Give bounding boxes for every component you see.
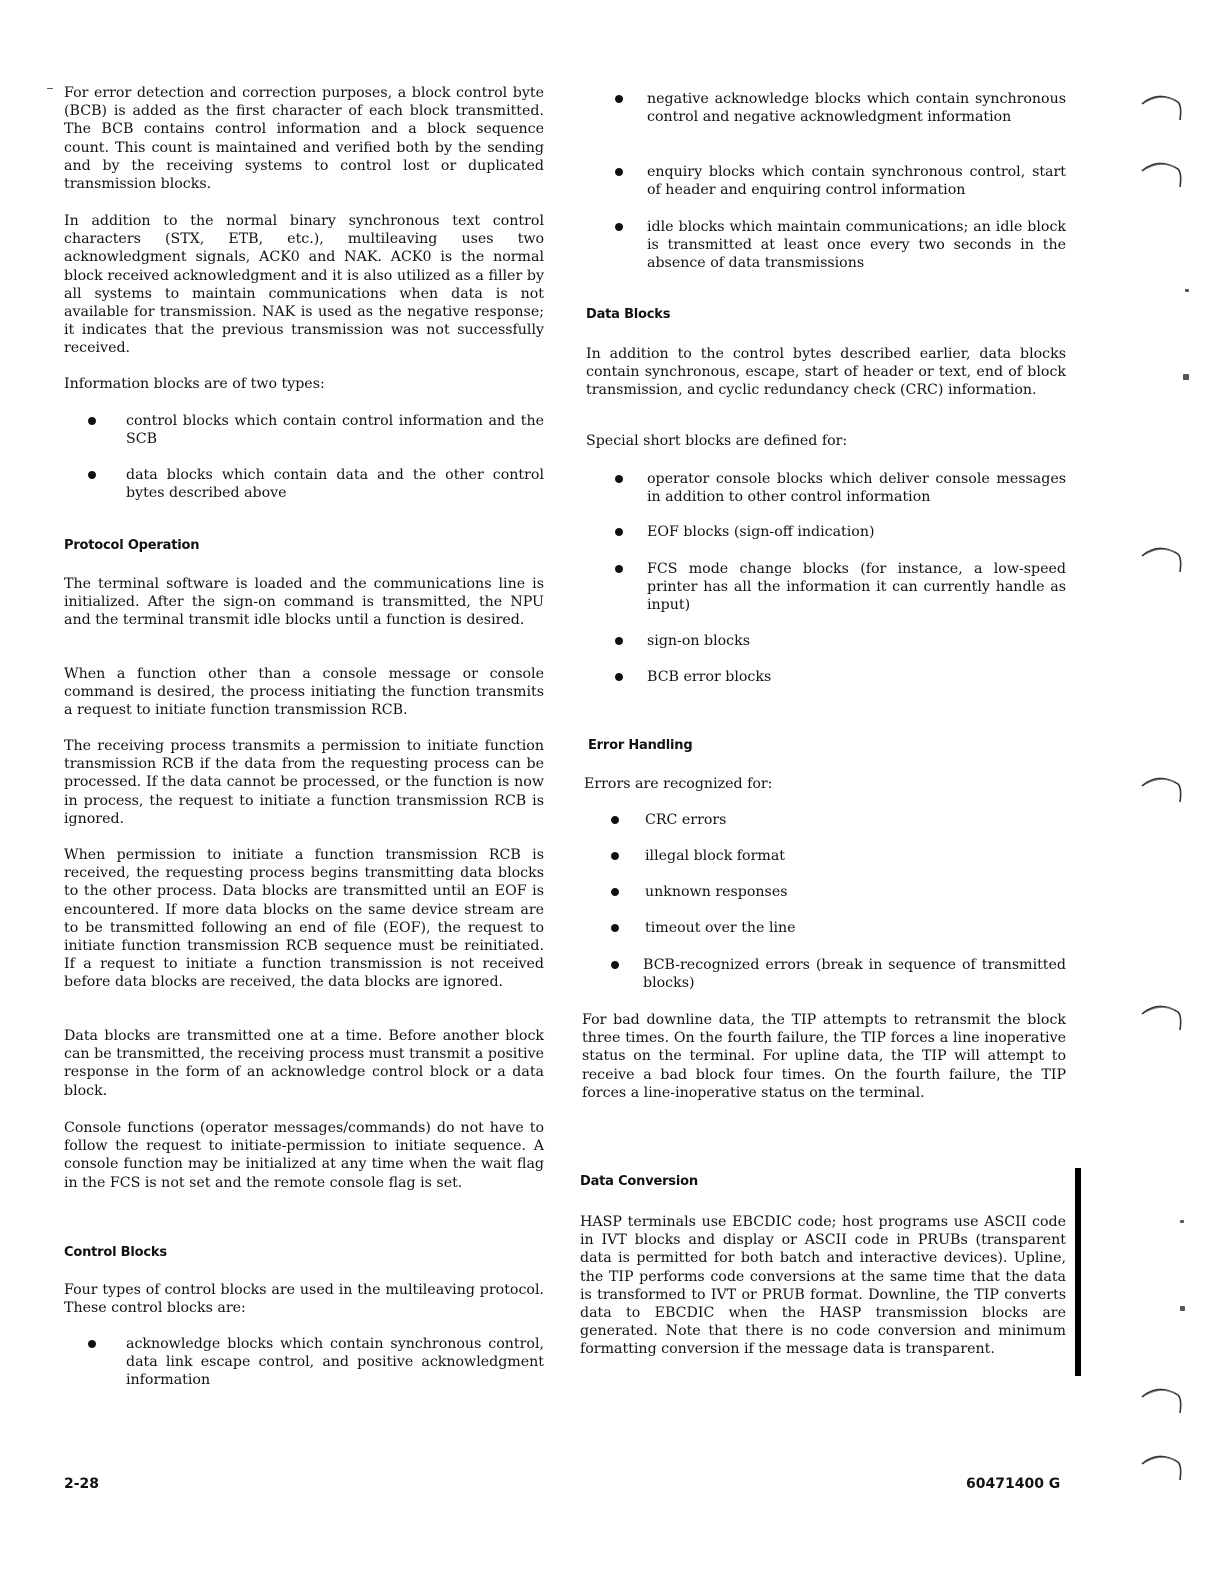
binder-hole-icon: [1138, 90, 1186, 124]
scan-speck: [1180, 1306, 1185, 1311]
scan-speck: [47, 88, 53, 89]
bullet-icon: [88, 1340, 96, 1348]
bullet-icon: [611, 924, 619, 932]
paragraph-protocol-4: When permission to initiate a function transmission RCB is received, the requesting process begins transmitting data blocks to the other process. Data blocks are transmitted until an EOF is encountered. If more data blocks on the same device stream are to be transmitted following an end of file (EOF), the request to initiate function transmission RCB sequence must be reinitiated. If a request to initiate a function transmission is not received before data blocks are received, the data blocks are ignored.: [64, 847, 544, 991]
paragraph-protocol-2: When a function other than a console message or console command is desired, the process initiating the function transmits a request to initiate function transmission RCB.: [64, 666, 544, 719]
paragraph-data-blocks: In addition to the control bytes described earlier, data blocks contain synchronous, escape, start of header or text, end of block transmission, and cyclic redundancy check (CRC) information.: [586, 346, 1066, 399]
heading-data-blocks: Data Blocks: [586, 307, 671, 322]
list-item: enquiry blocks which contain synchronous control, start of header and enquiring control information: [582, 163, 1066, 203]
bullet-icon: [615, 565, 623, 573]
heading-protocol-operation: Protocol Operation: [64, 538, 200, 553]
list-item: EOF blocks (sign-off indication): [582, 523, 1066, 563]
heading-error-handling: Error Handling: [588, 738, 693, 753]
paragraph-protocol-3: The receiving process transmits a permission to initiate function transmission RCB if the data from the requesting process can be processed. If the data cannot be processed, or the function is now in process, the request to initiate a function transmission RCB is ignored.: [64, 738, 544, 827]
binder-hole-icon: [1138, 1383, 1186, 1417]
page-number: 2-28: [64, 1476, 100, 1492]
list-item: idle blocks which maintain communications; an idle block is transmitted at least once every two seconds in the absence of data transmissions: [582, 218, 1066, 258]
scan-speck: [1180, 1220, 1184, 1223]
bullet-icon: [88, 471, 96, 479]
binder-hole-icon: [1138, 542, 1186, 576]
paragraph-protocol-6: Console functions (operator messages/commands) do not have to follow the request to initiate-permission to initiate sequence. A console function may be initialized at any time when the wait flag in the FCS is not set and the remote console flag is set.: [64, 1120, 544, 1191]
list-item: control blocks which contain control information and the SCB: [64, 412, 544, 452]
list-item: BCB-recognized errors (break in sequence of transmitted blocks): [582, 956, 1066, 996]
paragraph-control-blocks: Four types of control blocks are used in the multileaving protocol. These control blocks are:: [64, 1282, 544, 1317]
heading-data-conversion: Data Conversion: [580, 1174, 698, 1189]
bullet-icon: [615, 95, 623, 103]
bullet-icon: [611, 816, 619, 824]
bullet-icon: [615, 168, 623, 176]
heading-control-blocks: Control Blocks: [64, 1245, 167, 1260]
list-item: unknown responses: [582, 883, 1066, 923]
list-item: illegal block format: [582, 847, 1066, 887]
binder-hole-icon: [1138, 1450, 1186, 1484]
scan-speck: [1183, 374, 1189, 380]
bullet-icon: [615, 528, 623, 536]
bullet-icon: [615, 223, 623, 231]
paragraph-info-types: Information blocks are of two types:: [64, 376, 325, 392]
list-item: CRC errors: [582, 811, 1066, 851]
paragraph-acknowledgment: In addition to the normal binary synchronous text control characters (STX, ETB, etc.), multileaving uses two acknowledgment signals, ACK0 and NAK. ACK0 is the normal block received acknowledgment and it is also utilized as a filler by all systems to maintain communications when data is not available for transmission. NAK is used as the negative response; it indicates that the previous transmission was not successfully received.: [64, 213, 544, 357]
list-item: data blocks which contain data and the other control bytes described above: [64, 466, 544, 506]
list-item: operator console blocks which deliver console messages in addition to other control information: [582, 470, 1066, 510]
document-number: 60471400 G: [966, 1476, 1061, 1492]
paragraph-special-blocks: Special short blocks are defined for:: [586, 433, 848, 449]
paragraph-errors: Errors are recognized for:: [584, 776, 773, 792]
paragraph-protocol-5: Data blocks are transmitted one at a time. Before another block can be transmitted, the receiving process must transmit a positive response in the form of an acknowledge control block or a data block.: [64, 1028, 544, 1099]
bullet-icon: [615, 673, 623, 681]
bullet-icon: [611, 961, 619, 969]
binder-hole-icon: [1138, 157, 1186, 191]
binder-hole-icon: [1138, 772, 1186, 806]
list-item: acknowledge blocks which contain synchronous control, data link escape control, and positive acknowledgment information: [64, 1335, 544, 1375]
scan-speck: [1185, 289, 1189, 292]
paragraph-data-conversion: HASP terminals use EBCDIC code; host programs use ASCII code in IVT blocks and display or ASCII code in PRUBs (transparent data is permitted for both batch and interactive devices). Upline, the TIP performs code conversions at the same time that the data is transformed to IVT or PRUB format. Downline, the TIP converts data to EBCDIC when the HASP transmission blocks are generated. Note that there is no code conversion and minimum formatting conversion if the message data is transparent.: [580, 1214, 1066, 1358]
paragraph-bad-data: For bad downline data, the TIP attempts to retransmit the block three times. On the fourth failure, the TIP forces a line inoperative status on the terminal. For upline data, the TIP will attempt to receive a bad block four times. On the fourth failure, the TIP forces a line-inoperative status on the terminal.: [582, 1012, 1066, 1101]
bullet-icon: [615, 637, 623, 645]
paragraph-protocol-1: The terminal software is loaded and the communications line is initialized. After the sign-on command is transmitted, the NPU and the terminal transmit idle blocks until a function is desired.: [64, 576, 544, 629]
change-bar: [1075, 1168, 1081, 1376]
list-item: sign-on blocks: [582, 632, 1066, 672]
bullet-icon: [611, 852, 619, 860]
list-item: timeout over the line: [582, 919, 1066, 959]
bullet-icon: [88, 417, 96, 425]
binder-hole-icon: [1138, 1000, 1186, 1034]
list-item: negative acknowledge blocks which contain synchronous control and negative acknowledgment information: [582, 90, 1066, 130]
list-item: BCB error blocks: [582, 668, 1066, 708]
bullet-icon: [611, 888, 619, 896]
bullet-icon: [615, 475, 623, 483]
list-item: FCS mode change blocks (for instance, a low-speed printer has all the information it can currently handle as input): [582, 560, 1066, 600]
paragraph-bcb: For error detection and correction purposes, a block control byte (BCB) is added as the first character of each block transmitted. The BCB contains control information and a block sequence count. This count is maintained and verified both by the sending and by the receiving systems to control lost or duplicated transmission blocks.: [64, 85, 544, 193]
